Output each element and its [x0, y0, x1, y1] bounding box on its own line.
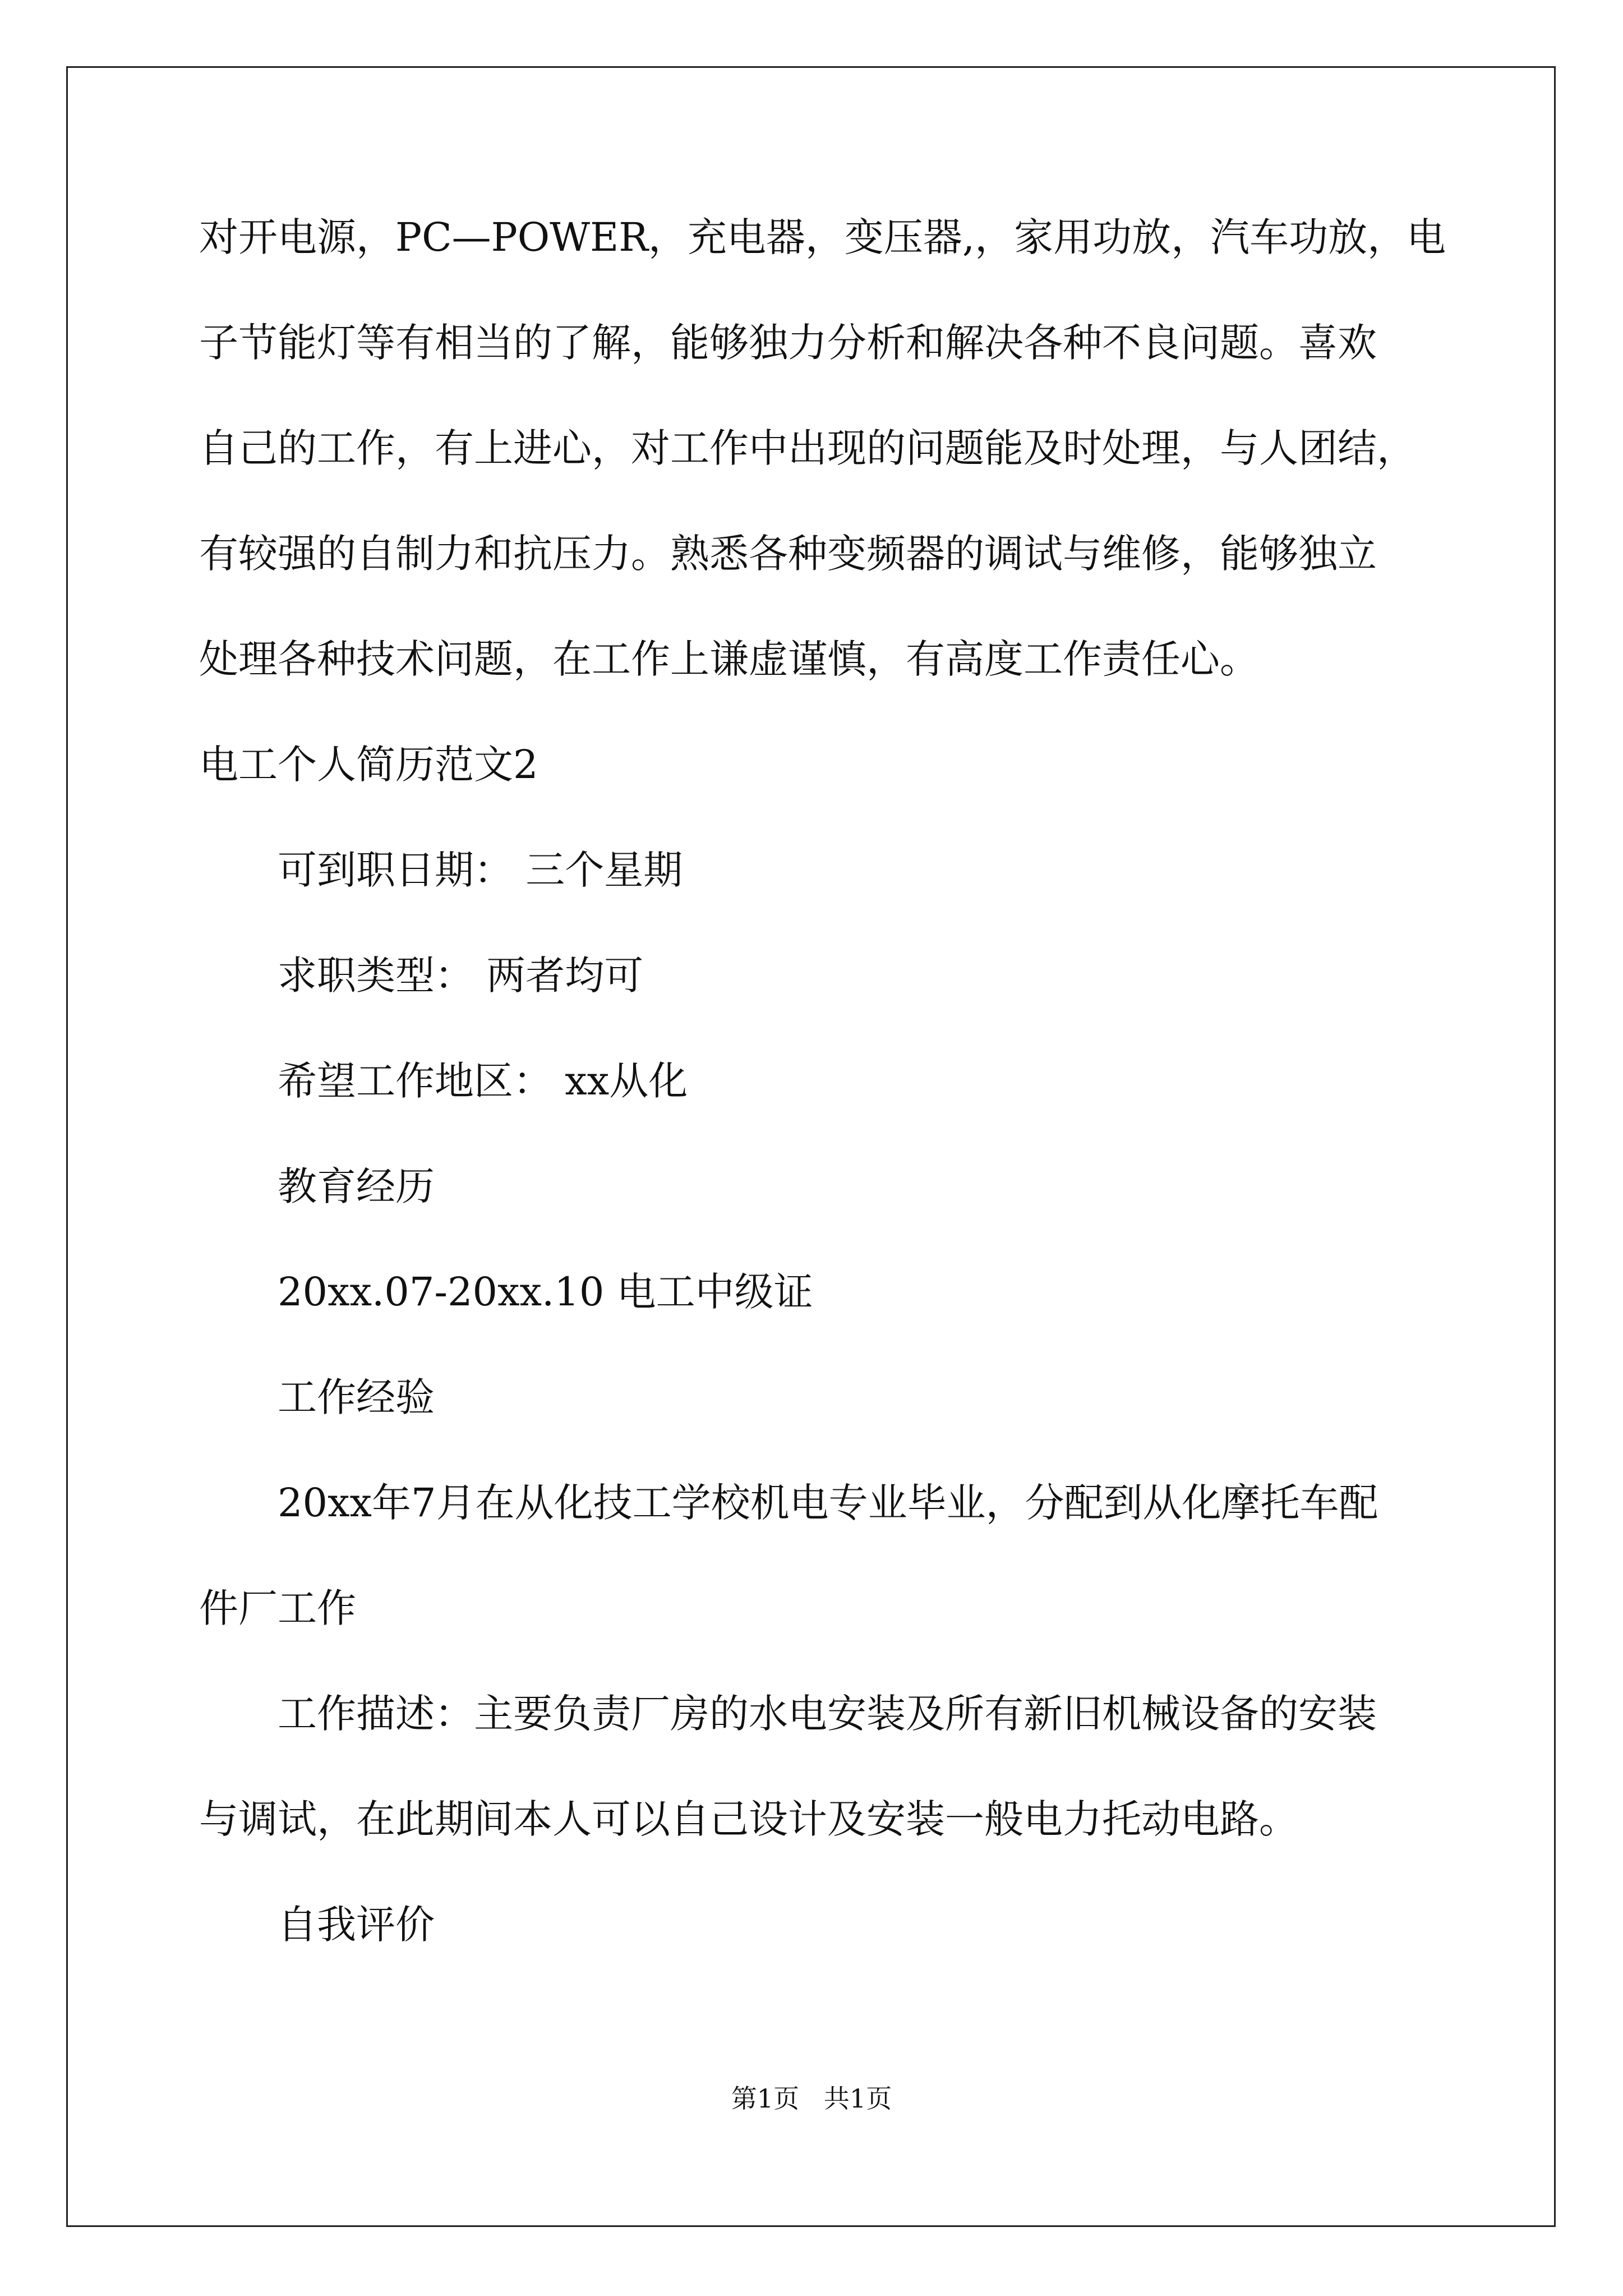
- experience-line: 20xx年7月在从化技工学校机电专业毕业，分配到从化摩托车配: [278, 1480, 1378, 1526]
- education-entry: 20xx.07-20xx.10 电工中级证: [278, 1269, 813, 1315]
- section-title: 电工个人简历范文2: [199, 742, 538, 788]
- paragraph-line: 对开电源，PC—POWER，充电器，变压器,，家用功放，汽车功放，电: [199, 214, 1446, 260]
- experience-heading: 工作经验: [278, 1374, 435, 1420]
- description-line: 与调试，在此期间本人可以自己设计及安装一般电力托动电路。: [199, 1796, 1298, 1842]
- paragraph-line: 处理各种技术问题，在工作上谦虚谨慎，有高度工作责任心。: [199, 636, 1259, 682]
- page-footer: 第1页 共1页: [731, 2083, 892, 2114]
- job-type-line: 求职类型： 两者均可: [278, 953, 644, 999]
- location-line: 希望工作地区： xx从化: [278, 1058, 688, 1104]
- paragraph-line: 有较强的自制力和抗压力。熟悉各种变频器的调试与维修，能够独立: [199, 531, 1377, 577]
- paragraph-line: 自己的工作，有上进心，对工作中出现的问题能及时处理，与人团结，: [199, 425, 1416, 471]
- paragraph-line: 子节能灯等有相当的了解，能够独力分析和解决各种不良问题。喜欢: [199, 320, 1377, 366]
- education-heading: 教育经历: [278, 1163, 435, 1209]
- self-eval-heading: 自我评价: [278, 1902, 435, 1948]
- availability-line: 可到职日期： 三个星期: [278, 847, 683, 893]
- experience-line: 件厂工作: [199, 1585, 356, 1631]
- description-line: 工作描述：主要负责厂房的水电安装及所有新旧机械设备的安装: [278, 1691, 1377, 1737]
